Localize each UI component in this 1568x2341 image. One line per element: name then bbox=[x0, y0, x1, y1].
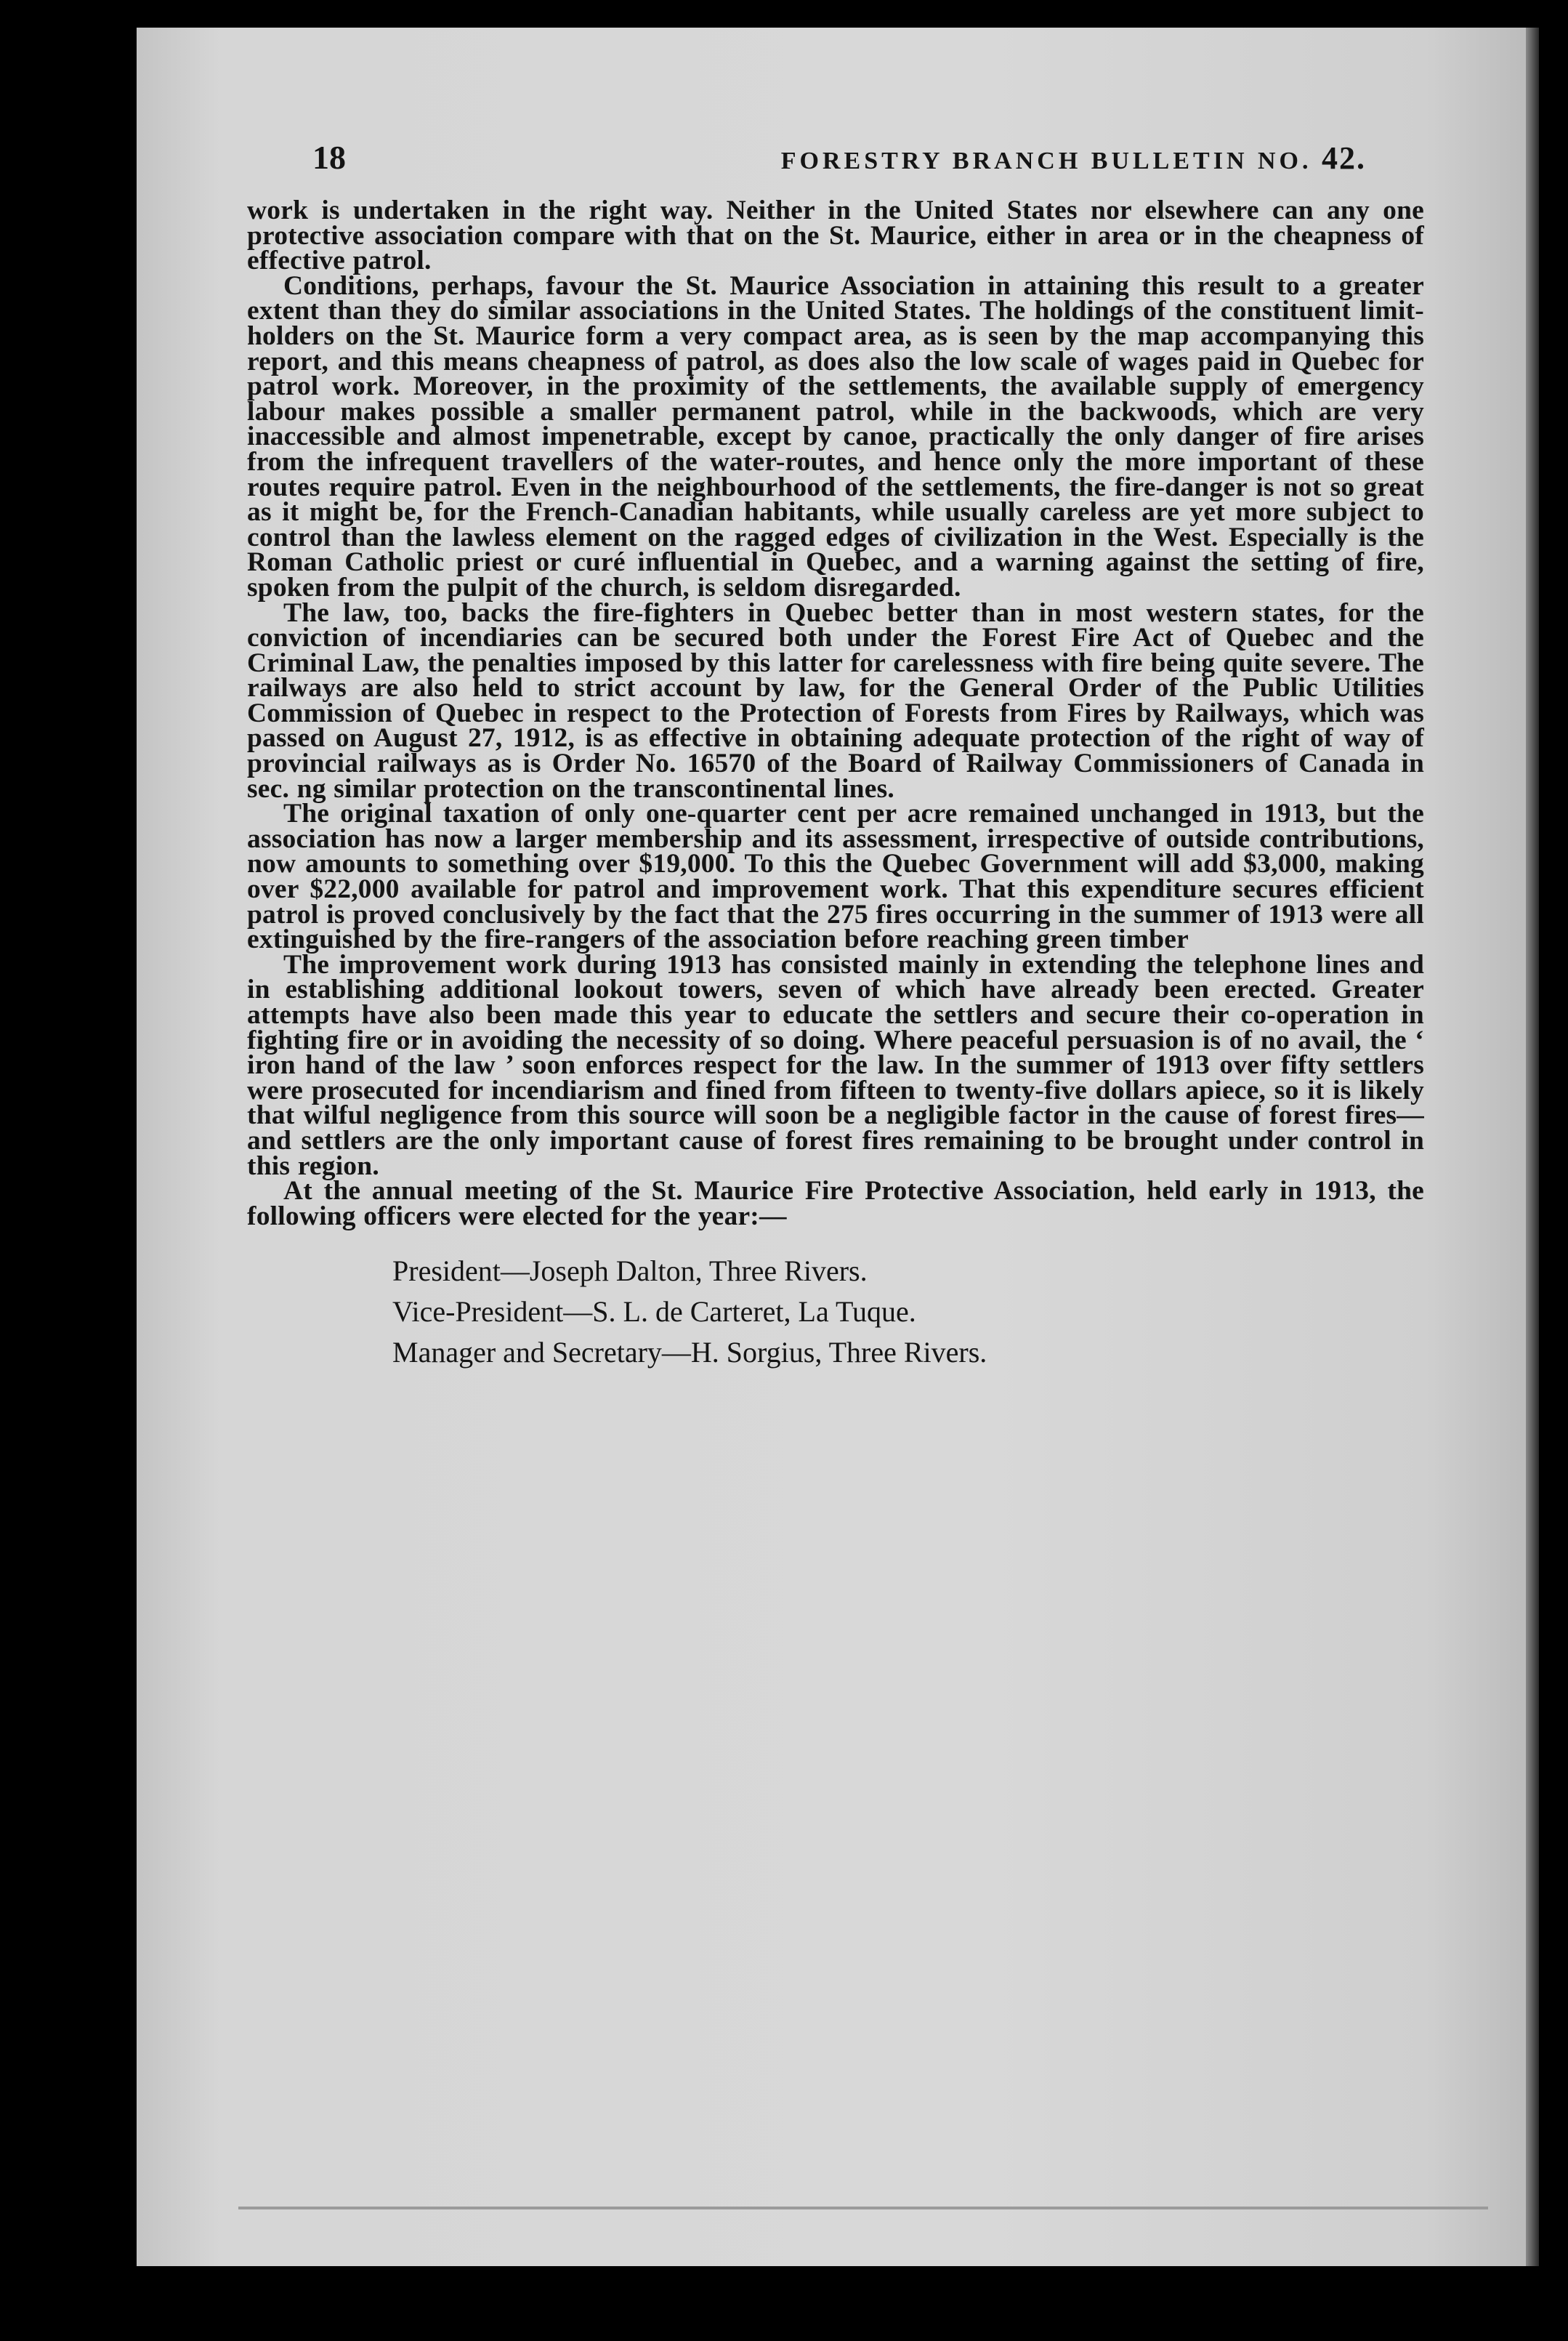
page-bottom-edge bbox=[238, 2207, 1488, 2209]
running-head-title: FORESTRY BRANCH BULLETIN NO. bbox=[780, 148, 1312, 174]
paragraph-improvement: The improvement work during 1913 has consisted mainly in extending the telephone lines and in establishing additional lookout towers, seven of which have already been erected. Greater attempts have also been made this year to educate the settlers and secure their co-operation in fighting fire or in avoiding the necessity of so doing. Where peaceful persuasion is of no avail, the ‘ iron hand of the law ’ soon enforces respect for the law. In the summer of 1913 over fifty settlers were prosecuted for incendiarism and fined from fifteen to twenty-five dollars apiece, so it is likely that wilful negligence from this source will soon be a negligible factor in the cause of forest fires—and settlers are the only important cause of forest fires remaining to be brought under control in this region. bbox=[247, 949, 1424, 1181]
officer-president: President—Joseph Dalton, Three Rivers. bbox=[392, 1254, 868, 1288]
bulletin-number: 42. bbox=[1322, 140, 1366, 176]
officers-list bbox=[392, 1251, 1424, 1373]
page-number: 18 bbox=[312, 139, 346, 176]
paragraph-continued: work is undertaken in the right way. Neither in the United States nor elsewhere can any one protective association compare with that on the St. Maurice, either in area or in the cheapness of effective patrol. bbox=[247, 196, 1424, 276]
running-head bbox=[781, 140, 1366, 177]
officer-manager-secretary: Manager and Secretary—H. Sorgius, Three Rivers. bbox=[392, 1336, 987, 1369]
paragraph-taxation: The original taxation of only one-quarter cent per acre remained unchanged in 1913, but the association has now a larger membership and its assessment, irrespective of outside contributions, now amounts to something over $19,000. To this the Quebec Government will add $3,000, making over $22,000 available for patrol and improvement work. That this expenditure secures efficient patrol is proved conclusively by the fact that the 275 fires occurring in the summer of 1913 were all extinguished by the fire-rangers of the association before reaching green timber bbox=[247, 799, 1424, 955]
page-text bbox=[247, 138, 1424, 1373]
paragraph-conditions: Conditions, perhaps, favour the St. Maurice Association in attaining this result to a greater extent than they do similar associations in the United States. The holdings of the constituent limit-holders on the St. Maurice form a very compact area, as is seen by the map accompanying this report, and this means cheapness of patrol, as does also the low scale of wages paid in Quebec for patrol work. Moreover, in the proximity of the settlements, the available supply of emergency labour makes possible a smaller permanent patrol, while in the backwoods, which are very inaccessible and almost impenetrable, except by canoe, practically the only danger of fire arises from the infrequent travellers of the water-routes, and hence only the more important of these routes require patrol. Even in the neighbourhood of the settlements, the fire-danger is not so great as it might be, for the French-Canadian habitants, while usually careless are yet more subject to control than the lawless element on the ragged edges of civilization in the West. Especially is the Roman Catholic priest or curé influential in Quebec, and a warning against the setting of fire, spoken from the pulpit of the church, is seldom disregarded. bbox=[247, 270, 1424, 603]
page-fold-shadow bbox=[1526, 28, 1539, 2266]
page-header bbox=[312, 138, 1381, 177]
paragraph-annual-meeting: At the annual meeting of the St. Maurice Fire Protective Association, held early in 1913, the following officers were elected for the year:— bbox=[247, 1176, 1424, 1231]
officer-vice-president: Vice-President—S. L. de Carteret, La Tuque. bbox=[392, 1295, 916, 1329]
paragraph-law: The law, too, backs the fire-fighters in Quebec better than in most western states, for the conviction of incendiaries can be secured both under the Forest Fire Act of Quebec and the Criminal Law, the penalties imposed by this latter for carelessness with fire being quite severe. The railways are also held to strict account by law, for the General Order of the Public Utilities Commission of Quebec in respect to the Protection of Forests from Fires by Railways, which was passed on August 27, 1912, is as effective in obtaining adequate protection of the right of way of provincial railways as is Order No. 16570 of the Board of Railway Commissioners of Canada in sec. ng similar protection on the transcontinental lines. bbox=[247, 597, 1424, 804]
